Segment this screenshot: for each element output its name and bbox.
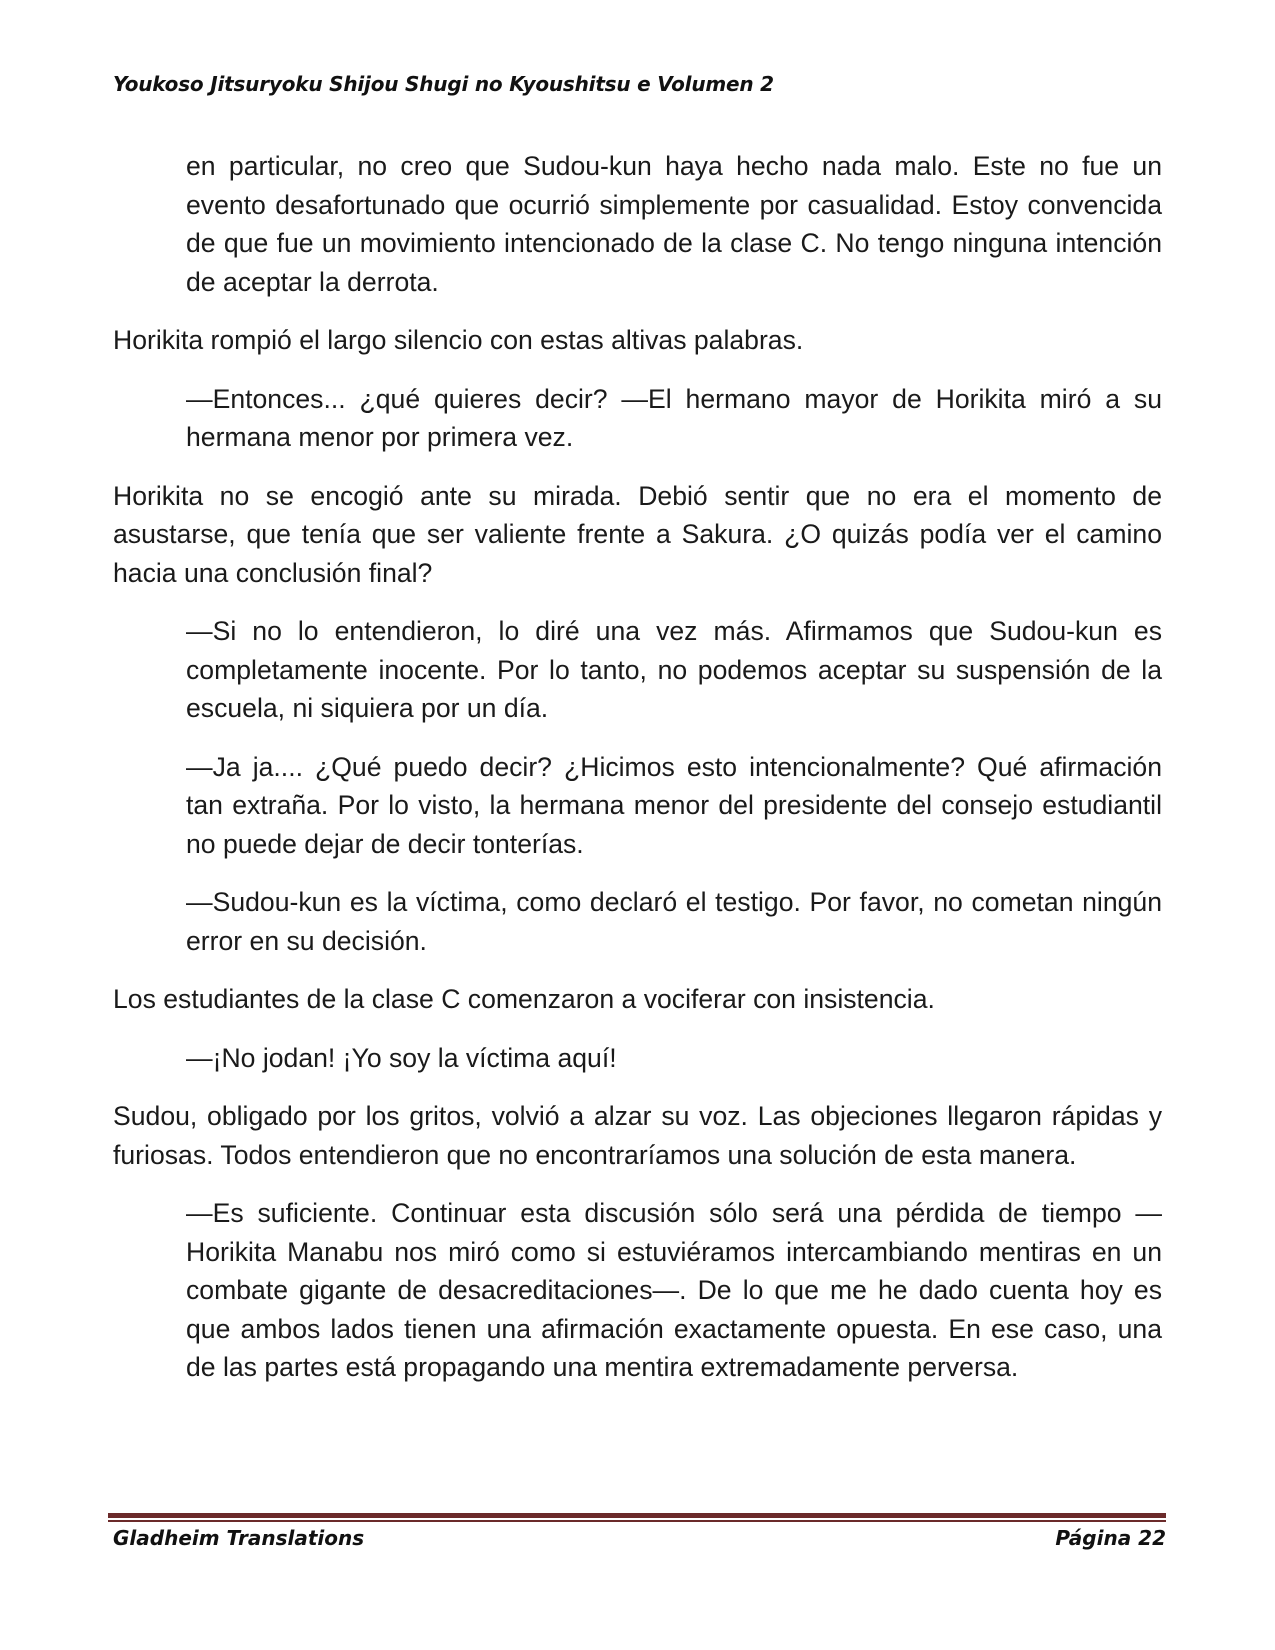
paragraph-6: —Ja ja.... ¿Qué puedo decir? ¿Hicimos esto intencionalmente? Qué afirmación tan extraña. Por lo visto, la hermana menor del presidente del consejo estudiantil no puede dejar de decir tonterías. [186,751,1162,859]
paragraph-4: Horikita no se encogió ante su mirada. Debió sentir que no era el momento de asustarse, que tenía que ser valiente frente a Sakura. ¿O quizás podía ver el camino hacia una conclusión final? [113,480,1162,588]
paragraph-8: Los estudiantes de la clase C comenzaron a vociferar con insistencia. [113,984,935,1014]
paragraph-9: —¡No jodan! ¡Yo soy la víctima aquí! [186,1042,617,1073]
footer-credit: Gladheim Translations [113,1526,365,1550]
document-body [113,147,1162,1407]
footer-divider-thin [108,1520,1166,1522]
paragraph-3: —Entonces... ¿qué quieres decir? —El hermano mayor de Horikita miró a su hermana menor por primera vez. [186,383,1162,452]
footer-divider-thick [108,1513,1166,1518]
page-header-title: Youkoso Jitsuryoku Shijou Shugi no Kyoushitsu e Volumen 2 [113,72,774,96]
paragraph-2: Horikita rompió el largo silencio con estas altivas palabras. [113,325,804,355]
paragraph-1: en particular, no creo que Sudou-kun haya hecho nada malo. Este no fue un evento desafortunado que ocurrió simplemente por casualidad. Estoy convencida de que fue un movimiento intencionado de la clase C. No tengo ninguna intención de aceptar la derrota. [186,151,1162,297]
paragraph-11: —Es suficiente. Continuar esta discusión sólo será una pérdida de tiempo —Horikita Manabu nos miró como si estuviéramos intercambiando mentiras en un combate gigante de desacreditaciones—. De lo que me he dado cuenta hoy es que ambos lados tienen una afirmación exactamente opuesta. En ese caso, una de las partes está propagando una mentira extremadamente perversa. [186,1198,1162,1382]
paragraph-7: —Sudou-kun es la víctima, como declaró el testigo. Por favor, no cometan ningún error en su decisión. [186,887,1162,956]
paragraph-5: —Si no lo entendieron, lo diré una vez más. Afirmamos que Sudou-kun es completamente inocente. Por lo tanto, no podemos aceptar su suspensión de la escuela, ni siquiera por un día. [186,616,1162,723]
paragraph-10: Sudou, obligado por los gritos, volvió a alzar su voz. Las objeciones llegaron rápidas y furiosas. Todos entendieron que no encontraríamos una solución de esta manera. [113,1101,1162,1170]
page-number: Página 22 [1055,1526,1166,1550]
